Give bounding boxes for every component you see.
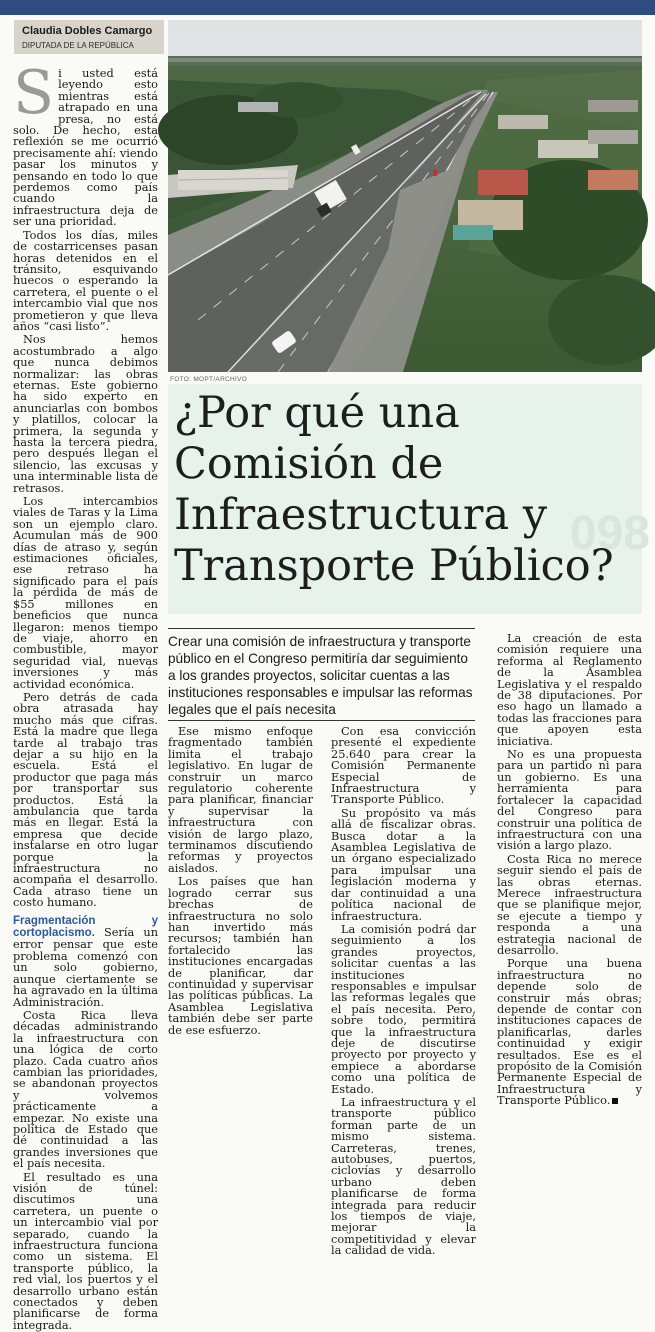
paragraph-text: Porque una buena infraestructura no depende solo de construir más obras; depende de contar con instituciones capaces de planificarlas, darles continuidad y exigir resultados. Ese es el propósito de la Comisión Permanente Especial de Infraestructura y Transporte Público. [497, 956, 642, 1108]
author-name: Claudia Dobles Camargo [22, 25, 153, 37]
paragraph: Costa Rica lleva décadas administrando la infraestructura con una lógica de corto plazo. Cada cuatro años cambian las prioridades, se abandonan proyectos y volvemos prácticamente a empezar. No existe una política de Estado que dé continuidad a las grandes inversiones que el país necesita. [13, 1007, 158, 1171]
paragraph-text: Sería un error pensar que este problema comenzó con un solo gobierno, aunque ciertamente se ha agravado en la última Administración. [13, 925, 158, 1009]
headline-line: Transporte Público? [174, 541, 614, 591]
headline [174, 388, 639, 592]
paragraph: i usted está leyendo esto mientras está atrapado en una presa, no está solo. De hecho, esta reflexión se me ocurrió precisamente ahí: viendo pasar los minutos y pensando en todo lo que perdemos como país cuando la infraestructura deja de ser una prioridad. [13, 66, 158, 229]
watermark-number: 098 [569, 507, 650, 560]
highway-photo [168, 20, 642, 372]
drop-cap: S [13, 58, 55, 128]
subheading: Fragmentación y cortoplacismo. [13, 914, 158, 940]
byline-box [14, 20, 164, 54]
headline-line: Infraestructura y [174, 490, 548, 540]
paragraph: Pero detrás de cada obra atrasada hay mucho más que cifras. Está la madre que llega tarde al trabajo tras dejar a su hijo en la escuela. Está el productor que paga más por transportar sus productos. Está la ambulancia que tarda más en llegar. Está la empresa que decide instalarse en otro lugar porque la infraestructura no acompaña el desarrollo. Cada atraso tiene un costo humano. [13, 689, 158, 910]
paragraph: Los países que han logrado cerrar sus brechas de infraestructura no solo han invertido más recursos; también han fortalecido las instituciones encargadas de planificar, dar continuidad y supervisar las políticas públicas. La Asamblea Legislativa también debe ser parte de ese esfuerzo. [168, 874, 313, 1037]
deck-bottom-rule [168, 720, 475, 721]
photo-credit: FOTO: MOPT/ARCHIVO [170, 376, 248, 383]
paragraph: Todos los días, miles de costarricenses pasan horas detenidos en el tránsito, esquivando huecos o esperando la carretera, el puente o el intercambio vial que nos prometieron y que lleva años “casi listo”. [13, 227, 158, 333]
paragraph: Ese mismo enfoque fragmentado también limita el trabajo legislativo. En lugar de construir un marco regulatorio coherente para planificar, financiar y supervisar la infraestructura con visión de largo plazo, terminamos discutiendo reformas y proyectos aislados. [168, 724, 313, 875]
end-mark [612, 1098, 618, 1104]
top-color-bar [0, 0, 655, 15]
headline-line: Comisión de [174, 439, 444, 489]
headline-box [168, 384, 650, 614]
column-1 [13, 58, 158, 1332]
deck-top-rule [168, 628, 475, 629]
paragraph: La infraestructura y el transporte público forman parte de un mismo sistema. Carreteras, trenes, autobuses, puertos, ciclovías y desarrollo urbano deben planificarse de forma integrada para reducir los tiempos de viaje, mejorar la competitividad y elevar la calidad de vida. [331, 1095, 476, 1258]
paragraph: Con esa convicción presenté el expediente 25.640 para crear la Comisión Permanente Especial de Infraestructura y Transporte Público. [331, 724, 476, 807]
column-3 [331, 724, 476, 1258]
author-role: DIPUTADA DE LA REPÚBLICA [22, 41, 134, 50]
paragraph-with-subhead [13, 915, 158, 1008]
paragraph: Su propósito va más allá de fiscalizar obras. Busca dotar a la Asamblea Legislativa de un órgano especializado para impulsar una legislación moderna y dar continuidad a una política nacional de infraestructura. [331, 805, 476, 923]
deck: Crear una comisión de infraestructura y transporte público en el Congreso permitiría dar seguimiento a los grandes proyectos, solicitar cuentas a las instituciones responsables e impulsar las reformas legales que el país necesita [168, 634, 473, 717]
paragraph [497, 958, 642, 1106]
column-4 [497, 631, 642, 1108]
paragraph: Los intercambios viales de Taras y la Lima son un ejemplo claro. Acumulan más de 900 días de atraso y, según estimaciones oficiales, ese retraso ha significado para el país la pérdida de más de $55 millones en beneficios que nunca llegaron: menos tiempo de viaje, ahorro en combustible, mayor seguridad vial, nuevas inversiones y más actividad económica. [13, 494, 158, 691]
paragraph: La creación de esta comisión requiere una reforma al Reglamento de la Asamblea Legislativa y el respaldo de 38 diputaciones. Por eso hago un llamado a todas las fracciones para que apoyen esta iniciativa. [497, 631, 642, 748]
paragraph: Nos hemos acostumbrado a algo que nunca debimos normalizar: las obras eternas. Este gobierno ha sido experto en anunciarlas con bombos y platillos, colocar la primera, la segunda y hasta la tercera piedra, pero después llegan el silencio, las excusas y una interminable lista de retrasos. [13, 332, 158, 495]
headline-line: ¿Por qué una [174, 388, 460, 438]
column-2 [168, 726, 313, 1088]
paragraph: El resultado es una visión de túnel: discutimos una carretera, un puente o un intercambio vial por separado, cuando la infraestructura funciona como un sistema. El transporte público, la red vial, los puertos y el desarrollo urbano están conectados y deben planificarse de forma integrada. [13, 1169, 158, 1332]
paragraph: No es una propuesta para un partido ni para un gobierno. Es una herramienta para fortalecer la capacidad del Congreso para construir una política de infraestructura con una visión a largo plazo. [497, 747, 642, 853]
paragraph: La comisión podrá dar seguimiento a los grandes proyectos, solicitar cuentas a las instituciones responsables e impulsar las reformas legales que el país necesita. Pero, sobre todo, permitirá que la infraestructura deje de discutirse proyecto por proyecto y empiece a abordarse como una política de Estado. [331, 921, 476, 1096]
paragraph: Costa Rica no merece seguir siendo el país de las obras eternas. Merece infraestructura que se planifique mejor, se ejecute a tiempo y responda a una estrategia nacional de desarrollo. [497, 851, 642, 957]
